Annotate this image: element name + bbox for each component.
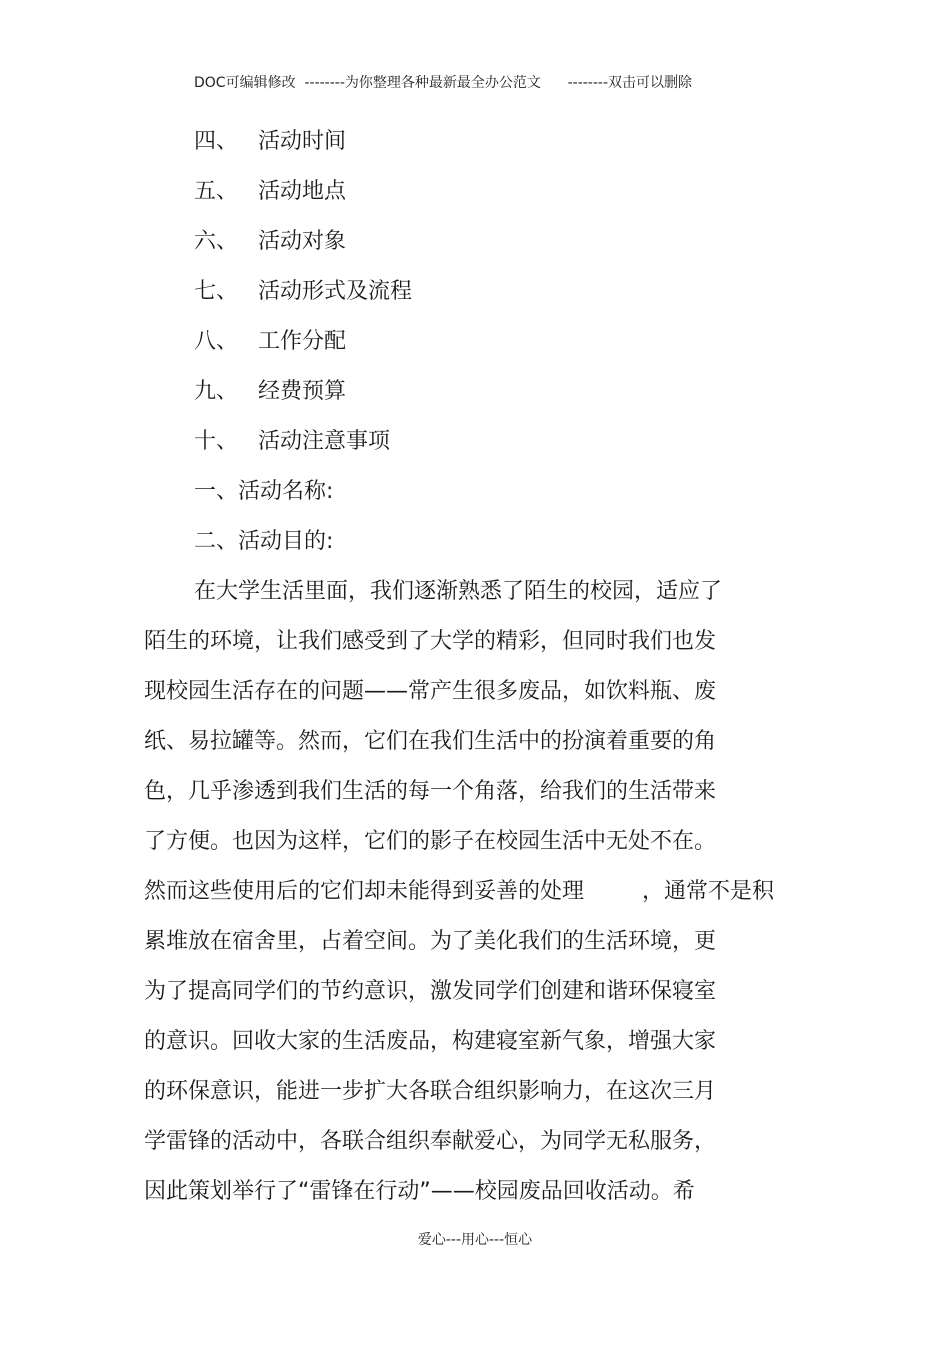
- outline-label: 经费预算: [258, 379, 347, 404]
- outline-number: 八、: [194, 329, 239, 354]
- outline-label: 活动注意事项: [258, 429, 391, 454]
- paragraph-line: 陌生的环境，让我们感受到了大学的精彩，但同时我们也发: [144, 629, 717, 654]
- outline-label: 工作分配: [258, 329, 347, 354]
- outline-label: 活动时间: [258, 129, 347, 154]
- outline-label: 活动地点: [258, 179, 347, 204]
- outline-label: 活动形式及流程: [258, 279, 413, 304]
- page-header: DOC可编辑修改 --------为你整理各种最新最全办公范文 --------双击可以删除: [194, 75, 693, 91]
- paragraph-line: 的环保意识，能进一步扩大各联合组织影响力，在这次三月: [144, 1079, 717, 1104]
- paragraph-line: 累堆放在宿舍里，占着空间。为了美化我们的生活环境，更: [144, 929, 717, 954]
- outline-number: 五、: [194, 179, 239, 204]
- outline-item: [194, 422, 412, 472]
- outline-number: 十、: [194, 429, 239, 454]
- paragraph-line: 的意识。回收大家的生活废品，构建寝室新气象，增强大家: [144, 1029, 717, 1054]
- paragraph-line-part: 然而这些使用后的它们却未能得到妥善的处理: [144, 879, 585, 904]
- outline-number: 七、: [194, 279, 239, 304]
- outline-number: 九、: [194, 379, 239, 404]
- outline-number: 四、: [194, 129, 239, 154]
- outline-item: [194, 272, 412, 322]
- paragraph-line-part: ，通常不是积: [642, 879, 775, 904]
- paragraph-line: 了方便。也因为这样，它们的影子在校园生活中无处不在。: [144, 829, 717, 854]
- page-footer: 爱心---用心---恒心: [417, 1232, 533, 1248]
- section-heading-name: 一、活动名称:: [194, 479, 334, 504]
- outline-item: [194, 372, 412, 422]
- paragraph-line: 在大学生活里面，我们逐渐熟悉了陌生的校园，适应了: [194, 579, 723, 604]
- paragraph-line: 色，几乎渗透到我们生活的每一个角落，给我们的生活带来: [144, 779, 717, 804]
- outline-list: [194, 122, 412, 472]
- purpose-paragraph: [144, 572, 804, 1222]
- paragraph-line: 现校园生活存在的问题——常产生很多废品，如饮料瓶、废: [144, 679, 717, 704]
- outline-label: 活动对象: [258, 229, 347, 254]
- outline-item: [194, 122, 412, 172]
- paragraph-line: 学雷锋的活动中，各联合组织奉献爱心，为同学无私服务，: [144, 1129, 717, 1154]
- section-heading-purpose: 二、活动目的:: [194, 529, 334, 554]
- outline-item: [194, 322, 412, 372]
- paragraph-line: 纸、易拉罐等。然而，它们在我们生活中的扮演着重要的角: [144, 729, 717, 754]
- outline-number: 六、: [194, 229, 239, 254]
- paragraph-line: 为了提高同学们的节约意识，激发同学们创建和谐环保寝室: [144, 979, 717, 1004]
- outline-item: [194, 222, 412, 272]
- outline-item: [194, 172, 412, 222]
- paragraph-line: [144, 872, 804, 922]
- paragraph-line: 因此策划举行了“雷锋在行动”——校园废品回收活动。希: [144, 1179, 695, 1204]
